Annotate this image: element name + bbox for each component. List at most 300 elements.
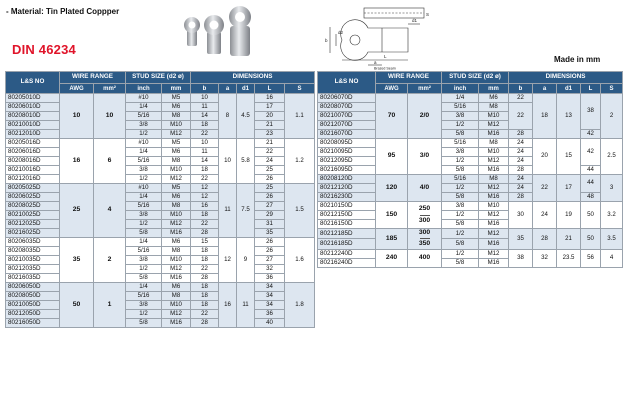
- stud-inch-cell: 1/2: [442, 211, 479, 220]
- stud-mm-cell: M5: [162, 139, 191, 148]
- part-number-cell: 80206016D: [6, 148, 60, 157]
- stud-mm-cell: M5: [162, 94, 191, 103]
- stud-mm-cell: M8: [162, 157, 191, 166]
- stud-inch-cell: 3/8: [442, 112, 479, 121]
- part-number-cell: 80212010D: [6, 130, 60, 139]
- dim-b-cell: 18: [191, 301, 219, 310]
- dim-b-cell: 18: [191, 283, 219, 292]
- dim-a-cell: 20: [533, 139, 557, 175]
- dim-l-cell: 44: [581, 166, 601, 175]
- dim-b-cell: 14: [191, 112, 219, 121]
- stud-mm-cell: M10: [479, 148, 509, 157]
- dim-l-cell: 50: [581, 229, 601, 250]
- dim-l-cell: 40: [255, 319, 285, 328]
- part-number-cell: 80210150D: [318, 202, 376, 211]
- mm2-range-start: 250: [418, 205, 431, 213]
- dim-b-cell: 22: [509, 94, 533, 103]
- dim-l-cell: 32: [255, 265, 285, 274]
- stud-inch-cell: 1/2: [442, 249, 479, 258]
- dim-a-cell: 10: [219, 139, 237, 184]
- stud-mm-cell: M12: [479, 121, 509, 130]
- stud-mm-cell: M6: [479, 94, 509, 103]
- dim-l-cell: 16: [255, 94, 285, 103]
- dim-b-cell: 18: [191, 292, 219, 301]
- table-row: [6, 130, 315, 139]
- stud-inch-cell: 5/8: [442, 220, 479, 229]
- header-inch: inch: [126, 84, 162, 94]
- dim-l-cell: 26: [255, 175, 285, 184]
- dim-b-cell: 18: [191, 247, 219, 256]
- mm2-cell: 2/0: [408, 94, 442, 139]
- stud-inch-cell: 3/8: [126, 256, 162, 265]
- terminal-small-icon: [184, 17, 200, 46]
- stud-mm-cell: M10: [479, 112, 509, 121]
- awg-cell: 35: [60, 238, 94, 283]
- stud-mm-cell: M6: [162, 238, 191, 247]
- dim-b-cell: 28: [509, 166, 533, 175]
- dim-l-cell: 42: [581, 130, 601, 139]
- header-stud-size: STUD SIZE (d2 ø): [126, 72, 191, 84]
- header-mm: mm: [162, 84, 191, 94]
- range-divider: [420, 215, 430, 216]
- stud-inch-cell: 3/8: [126, 301, 162, 310]
- dim-l-cell: 21: [255, 139, 285, 148]
- header-inch: inch: [442, 84, 479, 94]
- stud-inch-cell: 5/8: [442, 239, 479, 249]
- stud-inch-cell: 3/8: [126, 211, 162, 220]
- stud-mm-cell: M12: [162, 220, 191, 229]
- part-number-cell: 80210050D: [6, 301, 60, 310]
- header-awg: AWG: [60, 84, 94, 94]
- mm2-cell: 4: [94, 184, 126, 238]
- dim-d1-cell: 5.8: [237, 139, 255, 184]
- dim-a-cell: 32: [533, 249, 557, 267]
- stud-mm-cell: M8: [479, 103, 509, 112]
- stud-mm-cell: M16: [479, 166, 509, 175]
- table-row: [6, 220, 315, 229]
- stud-mm-cell: M16: [479, 130, 509, 139]
- dim-l-cell: 34: [255, 292, 285, 301]
- part-number-cell: 80216035D: [6, 274, 60, 283]
- stud-mm-cell: M8: [162, 112, 191, 121]
- mm2-cell: 2: [94, 238, 126, 283]
- dim-b-cell: 22: [191, 130, 219, 139]
- stud-mm-cell: M16: [162, 274, 191, 283]
- mm2-cell: 1: [94, 283, 126, 328]
- awg-cell: 120: [376, 175, 408, 202]
- stud-mm-cell: M16: [162, 229, 191, 238]
- stud-inch-cell: 1/2: [126, 310, 162, 319]
- table-row: [6, 112, 315, 121]
- stud-mm-cell: M16: [479, 239, 509, 249]
- dim-b-cell: 24: [509, 157, 533, 166]
- stud-mm-cell: M12: [162, 130, 191, 139]
- part-number-cell: 80205016D: [6, 139, 60, 148]
- part-number-cell: 80216240D: [318, 258, 376, 267]
- dim-b-label: b: [325, 38, 328, 43]
- part-number-cell: 80208095D: [318, 139, 376, 148]
- stud-mm-cell: M12: [479, 184, 509, 193]
- awg-cell: 70: [376, 94, 408, 139]
- part-number-cell: 80216095D: [318, 166, 376, 175]
- table-row: [318, 229, 623, 239]
- part-number-cell: 80205010D: [6, 94, 60, 103]
- dim-l-cell: 26: [255, 247, 285, 256]
- dim-l-cell: 20: [255, 112, 285, 121]
- stud-inch-cell: 1/2: [442, 184, 479, 193]
- stud-inch-cell: #10: [126, 139, 162, 148]
- dim-b-cell: 12: [191, 193, 219, 202]
- stud-mm-cell: M10: [162, 301, 191, 310]
- stud-inch-cell: 1/2: [126, 265, 162, 274]
- table-row: [318, 249, 623, 258]
- dim-l-cell: 25: [255, 166, 285, 175]
- stud-inch-cell: 3/8: [442, 202, 479, 211]
- dim-d1-cell: 9: [237, 238, 255, 283]
- awg-cell: 50: [60, 283, 94, 328]
- part-number-cell: 80216070D: [318, 130, 376, 139]
- dim-a-cell: 11: [219, 184, 237, 238]
- part-number-cell: 80212050D: [6, 310, 60, 319]
- header-mm2: mm²: [94, 84, 126, 94]
- part-number-cell: 80208025D: [6, 202, 60, 211]
- stud-mm-cell: M12: [479, 229, 509, 239]
- header-dimensions: DIMENSIONS: [191, 72, 315, 84]
- stud-inch-cell: 5/16: [442, 139, 479, 148]
- header-awg: AWG: [376, 84, 408, 94]
- header-s: S: [285, 84, 315, 94]
- header-l: L: [255, 84, 285, 94]
- stud-inch-cell: 5/16: [126, 157, 162, 166]
- mm2-cell: [408, 229, 442, 250]
- table-row: [6, 139, 315, 148]
- dim-l-cell: 26: [255, 193, 285, 202]
- header-b: b: [509, 84, 533, 94]
- dim-l-cell: 36: [255, 274, 285, 283]
- stud-inch-cell: 1/2: [442, 157, 479, 166]
- awg-cell: 10: [60, 94, 94, 139]
- stud-inch-cell: 1/4: [126, 148, 162, 157]
- awg-cell: 95: [376, 139, 408, 175]
- part-number-cell: 80206025D: [6, 193, 60, 202]
- part-number-cell: 80212185D: [318, 229, 376, 239]
- dim-a-cell: 24: [533, 202, 557, 229]
- stud-mm-cell: M10: [479, 202, 509, 211]
- stud-mm-cell: M10: [162, 121, 191, 130]
- dim-a-cell: 18: [533, 94, 557, 139]
- part-number-cell: 80210010D: [6, 121, 60, 130]
- stud-mm-cell: M16: [162, 319, 191, 328]
- dim-s-cell: 3.5: [601, 229, 623, 250]
- dim-b-cell: 18: [191, 211, 219, 220]
- table-row: [6, 202, 315, 211]
- table-row: [6, 319, 315, 328]
- part-number-cell: 80210070D: [318, 112, 376, 121]
- dim-d1-cell: 13: [557, 94, 581, 139]
- dim-l-cell: 29: [255, 211, 285, 220]
- mm2-cell: 4/0: [408, 175, 442, 202]
- table-row: [6, 211, 315, 220]
- dim-d2-label: d2: [338, 30, 344, 35]
- part-number-cell: 80216050D: [6, 319, 60, 328]
- part-number-cell: 80212240D: [318, 249, 376, 258]
- part-number-cell: 80208035D: [6, 247, 60, 256]
- header-d1: d1: [557, 84, 581, 94]
- part-number-cell: 80208016D: [6, 157, 60, 166]
- dim-l-cell: 36: [255, 310, 285, 319]
- dim-d1-cell: 19: [557, 202, 581, 229]
- part-number-cell: 80206010D: [6, 103, 60, 112]
- mm2-range-end: 300: [418, 216, 431, 224]
- dim-l-label: L: [384, 54, 387, 59]
- dim-l-cell: 50: [581, 202, 601, 229]
- dim-l-cell: 34: [255, 301, 285, 310]
- mm2-range-end: 350: [418, 240, 431, 248]
- table-row: [6, 256, 315, 265]
- stud-inch-cell: 1/2: [126, 130, 162, 139]
- dim-b-cell: 22: [191, 265, 219, 274]
- stud-inch-cell: 5/16: [442, 103, 479, 112]
- stud-mm-cell: M6: [162, 283, 191, 292]
- dim-l-cell: 42: [581, 139, 601, 166]
- spec-table-left-body: [6, 94, 315, 328]
- header-a: a: [219, 84, 237, 94]
- dim-l-cell: 24: [255, 157, 285, 166]
- dim-s-cell: 1.8: [285, 283, 315, 328]
- table-row: [6, 103, 315, 112]
- table-row: [318, 202, 623, 211]
- dim-d1-cell: 17: [557, 175, 581, 202]
- dim-b-cell: 10: [191, 139, 219, 148]
- dim-b-cell: 18: [191, 256, 219, 265]
- ring-terminals-photo: [178, 4, 258, 64]
- header-l: L: [581, 84, 601, 94]
- unit-note: Made in mm: [554, 55, 601, 64]
- mm2-cell: 400: [408, 249, 442, 267]
- stud-inch-cell: 1/4: [126, 193, 162, 202]
- dim-d1-cell: 15: [557, 139, 581, 175]
- dim-b-cell: 16: [191, 202, 219, 211]
- part-number-cell: 80205025D: [6, 184, 60, 193]
- dim-b-cell: 28: [191, 274, 219, 283]
- dim-b-cell: 30: [509, 202, 533, 229]
- header-wire-range: WIRE RANGE: [60, 72, 126, 84]
- part-number-cell: 80208010D: [6, 112, 60, 121]
- stud-mm-cell: M10: [162, 256, 191, 265]
- mm2-range-start: 300: [418, 229, 431, 236]
- stud-inch-cell: 1/2: [442, 121, 479, 130]
- part-number-cell: 80212150D: [318, 211, 376, 220]
- dim-b-cell: 38: [509, 249, 533, 267]
- dim-b-cell: 10: [191, 94, 219, 103]
- range-divider: [420, 238, 430, 239]
- stud-mm-cell: M8: [479, 139, 509, 148]
- dim-a-cell: 16: [219, 283, 237, 328]
- part-number-cell: 80216185D: [318, 239, 376, 249]
- part-number-cell: 80206050D: [6, 283, 60, 292]
- brazed-seam-label: Brazed Seam: [374, 66, 396, 70]
- part-number-cell: 80210016D: [6, 166, 60, 175]
- part-number-cell: 80206070D: [318, 94, 376, 103]
- dim-l-cell: 26: [255, 238, 285, 247]
- dim-b-cell: 28: [509, 130, 533, 139]
- stud-mm-cell: M8: [162, 247, 191, 256]
- part-number-cell: 80208070D: [318, 103, 376, 112]
- dim-l-cell: 17: [255, 103, 285, 112]
- header-stud-size: STUD SIZE (d2 ø): [442, 72, 509, 84]
- dim-d1-cell: 7.5: [237, 184, 255, 238]
- stud-mm-cell: M6: [162, 103, 191, 112]
- standard-title: DIN 46234: [12, 42, 76, 57]
- table-row: [6, 310, 315, 319]
- stud-mm-cell: M12: [162, 310, 191, 319]
- part-number-cell: 80212070D: [318, 121, 376, 130]
- table-row: [318, 94, 623, 103]
- dim-s-cell: 2.5: [601, 139, 623, 175]
- mm2-cell: 6: [94, 139, 126, 184]
- table-row: [6, 229, 315, 238]
- mm2-cell: 3/0: [408, 139, 442, 175]
- part-number-cell: 80212095D: [318, 157, 376, 166]
- part-number-cell: 80206035D: [6, 238, 60, 247]
- dim-s-cell: 1.6: [285, 238, 315, 283]
- dim-l-cell: 21: [255, 121, 285, 130]
- awg-cell: 25: [60, 184, 94, 238]
- part-number-cell: 80212035D: [6, 265, 60, 274]
- dim-s-label: S: [426, 12, 430, 17]
- stud-mm-cell: M12: [479, 157, 509, 166]
- stud-mm-cell: M8: [162, 202, 191, 211]
- table-row: [6, 274, 315, 283]
- part-number-cell: 80216150D: [318, 220, 376, 229]
- dim-s-cell: 3.2: [601, 202, 623, 229]
- part-number-cell: 80208120D: [318, 175, 376, 184]
- spec-table-right: [317, 71, 623, 268]
- stud-mm-cell: M6: [162, 148, 191, 157]
- dim-b-cell: 24: [509, 175, 533, 184]
- dim-b-cell: 12: [191, 184, 219, 193]
- dim-l-cell: 34: [255, 283, 285, 292]
- awg-cell: 150: [376, 202, 408, 229]
- table-row: [6, 283, 315, 292]
- part-number-cell: 80210025D: [6, 211, 60, 220]
- table-row: [6, 166, 315, 175]
- part-number-cell: 80210095D: [318, 148, 376, 157]
- dim-l-cell: 27: [255, 256, 285, 265]
- terminal-medium-icon: [204, 15, 224, 54]
- table-row: [6, 157, 315, 166]
- table-row: [6, 247, 315, 256]
- header-d1: d1: [237, 84, 255, 94]
- dim-l-cell: 44: [581, 175, 601, 193]
- header-mm: mm: [479, 84, 509, 94]
- dim-b-cell: 22: [191, 310, 219, 319]
- dim-l-cell: 38: [581, 94, 601, 130]
- part-number-cell: 80212120D: [318, 184, 376, 193]
- dim-s-cell: 4: [601, 249, 623, 267]
- spec-table-left: [5, 71, 315, 328]
- table-row: [6, 148, 315, 157]
- dim-l-cell: 25: [255, 184, 285, 193]
- dim-d1-cell: 21: [557, 229, 581, 250]
- stud-mm-cell: M12: [162, 265, 191, 274]
- dim-b-cell: 18: [191, 121, 219, 130]
- mm2-cell: [408, 202, 442, 229]
- stud-inch-cell: 5/16: [442, 175, 479, 184]
- table-row: [6, 193, 315, 202]
- stud-mm-cell: M8: [162, 292, 191, 301]
- dim-b-cell: 22: [191, 220, 219, 229]
- stud-mm-cell: M12: [162, 175, 191, 184]
- stud-mm-cell: M12: [479, 211, 509, 220]
- stud-inch-cell: 1/2: [126, 220, 162, 229]
- stud-inch-cell: 5/16: [126, 112, 162, 121]
- stud-inch-cell: #10: [126, 94, 162, 103]
- part-number-cell: 80210035D: [6, 256, 60, 265]
- dim-a-cell: 22: [533, 175, 557, 202]
- dim-b-cell: 28: [191, 229, 219, 238]
- header-b: b: [191, 84, 219, 94]
- part-number-cell: 80216230D: [318, 193, 376, 202]
- stud-inch-cell: 1/2: [442, 229, 479, 239]
- header-wire-range: WIRE RANGE: [376, 72, 442, 84]
- table-row: [6, 301, 315, 310]
- table-row: [318, 175, 623, 184]
- dim-b-cell: 11: [191, 148, 219, 157]
- stud-inch-cell: 1/4: [126, 283, 162, 292]
- spec-table-right-body: [318, 94, 623, 268]
- part-number-cell: 80212025D: [6, 220, 60, 229]
- dim-l-cell: 48: [581, 193, 601, 202]
- stud-mm-cell: M5: [162, 184, 191, 193]
- stud-mm-cell: M6: [162, 193, 191, 202]
- stud-mm-cell: M16: [479, 258, 509, 267]
- header-dimensions: DIMENSIONS: [509, 72, 623, 84]
- stud-inch-cell: 1/2: [126, 175, 162, 184]
- stud-mm-cell: M16: [479, 220, 509, 229]
- dim-s-cell: 1.2: [285, 139, 315, 184]
- awg-cell: 185: [376, 229, 408, 250]
- header-s: S: [601, 84, 623, 94]
- table-row: [6, 175, 315, 184]
- material-note: - Material: Tin Plated Coppper: [6, 7, 120, 16]
- stud-inch-cell: 1/4: [126, 103, 162, 112]
- table-row: [6, 265, 315, 274]
- dim-l-cell: 22: [255, 148, 285, 157]
- stud-inch-cell: 5/8: [442, 130, 479, 139]
- stud-mm-cell: M10: [162, 166, 191, 175]
- dim-s-cell: 2: [601, 94, 623, 139]
- dim-b-cell: 28: [191, 319, 219, 328]
- header-code: L&S NO: [318, 72, 376, 94]
- header-a: a: [533, 84, 557, 94]
- dim-b-cell: 14: [191, 157, 219, 166]
- stud-inch-cell: 5/8: [126, 319, 162, 328]
- dim-b-cell: 24: [509, 139, 533, 148]
- dim-d1-label: d1: [412, 18, 418, 23]
- dim-b-cell: 24: [509, 148, 533, 157]
- stud-inch-cell: 1/4: [442, 94, 479, 103]
- awg-cell: 240: [376, 249, 408, 267]
- dim-d1-cell: 11: [237, 283, 255, 328]
- dim-l-cell: 35: [255, 229, 285, 238]
- header-code: L&S NO: [6, 72, 60, 94]
- table-row: [6, 292, 315, 301]
- table-row: [6, 238, 315, 247]
- dim-d1-cell: 23.5: [557, 249, 581, 267]
- awg-cell: 16: [60, 139, 94, 184]
- dim-b-cell: 22: [509, 103, 533, 130]
